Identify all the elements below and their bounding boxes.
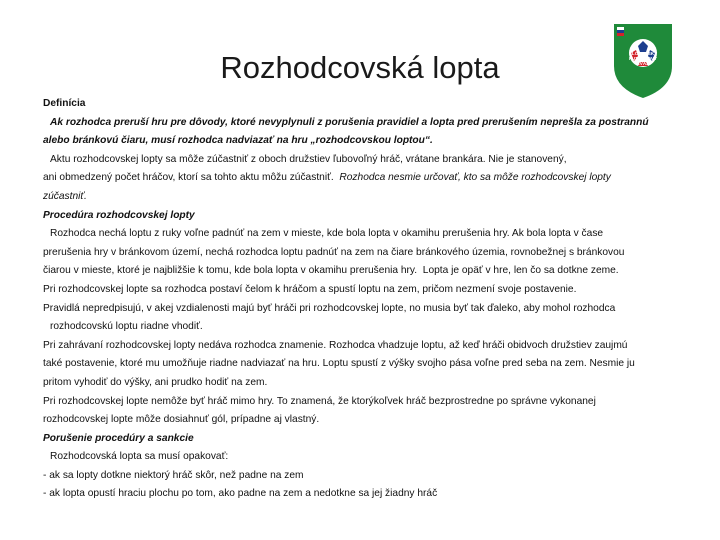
text-line: Pri zahrávaní rozhodcovskej lopty nedáva rozhodca znamenie. Rozhodca vhadzuje loptu, až keď hráči obidvoch družstiev zaujmú	[43, 339, 628, 351]
text-line: Pravidlá nepredpisujú, v akej vzdialenosti majú byť hráči pri rozhodcovskej lopte, no musia byť tak ďaleko, aby mohol rozhodca	[43, 302, 616, 314]
text-line: Rozhodcovská lopta sa musí opakovať:	[50, 451, 229, 463]
text-line: rozhodcovskej lopte môže dosiahnuť gól, prípadne aj vlastný.	[43, 414, 320, 426]
page-title: Rozhodcovská lopta	[220, 50, 500, 85]
text-line: Pri rozhodcovskej lopte sa rozhodca postaví čelom k hráčom a spustí loptu na zem, pričom nezmení svoje postavenie.	[43, 283, 577, 295]
text-italic: Rozhodca nesmie určovať, kto sa môže rozhodcovskej lopty	[339, 172, 611, 184]
text-line: pritom vyhodiť do výšky, ani prudko hodiť na zem.	[43, 376, 268, 388]
text-line: Aktu rozhodcovskej lopty sa môže zúčastniť z oboch družstiev ľubovoľný hráč, vrátane brankára. Nie je stanovený,	[50, 153, 567, 165]
logo-text-line1: SLOVENSKÝ	[628, 51, 658, 56]
text-line: rozhodcovskú loptu riadne vhodiť.	[50, 321, 203, 333]
text-line: také postavenie, ktoré mu umožňuje riadne nadviazať na hru. Loptu spustí z výšky svojho pása voľne pred seba na zem. Nesmie ju	[43, 358, 635, 370]
list-item: - ak lopta opustí hraciu plochu po tom, ako padne na zem a nedotkne sa jej žiadny hráč	[43, 488, 438, 500]
text-line: Rozhodca nechá loptu z ruky voľne padnúť na zem v mieste, kde bola lopta v okamihu prerušenia hry. Ak bola lopta v čase	[50, 228, 604, 240]
list-item: - ak sa lopty dotkne niektorý hráč skôr, než padne na zem	[43, 469, 304, 481]
text-line: čiarou v mieste, ktoré je najbližšie k tomu, kde bola lopta v okamihu prerušenia hry. Lopta je opäť v hre, len čo sa dotkne zeme.	[43, 265, 619, 277]
text-line: Pri rozhodcovskej lopte nemôže byť hráč mimo hry. To znamená, že ktorýkoľvek hráč bezprostredne po správne vykonanej	[43, 395, 596, 407]
document-body	[43, 95, 688, 504]
logo-text-line3: ZVÄZ	[637, 61, 649, 66]
text-line: alebo bránkovú čiaru, musí rozhodca nadviazať na hru „rozhodcovskou loptou“.	[43, 135, 433, 147]
text-line: zúčastniť.	[43, 190, 87, 202]
heading-violations: Porušenie procedúry a sankcie	[43, 432, 194, 444]
heading-procedure: Procedúra rozhodcovskej lopty	[43, 209, 195, 221]
text-line: Ak rozhodca preruší hru pre dôvody, ktoré nevyplynuli z porušenia pravidiel a lopta pred prerušením neprešla za postrannú	[50, 116, 649, 128]
text-line: prerušenia hry v bránkovom území, nechá rozhodca loptu padnúť na zem na čiare bránkového územia, rovnobežnej s bránkovou	[43, 246, 625, 258]
logo-text-line2: FUTBALOVÝ	[628, 56, 658, 61]
text-line: ani obmedzený počet hráčov, ktorí sa tohto aktu môžu zúčastniť. Rozhodca nesmie určovať, kto sa môže rozhodcovskej lopty	[43, 172, 611, 184]
heading-definition: Definícia	[43, 98, 86, 109]
